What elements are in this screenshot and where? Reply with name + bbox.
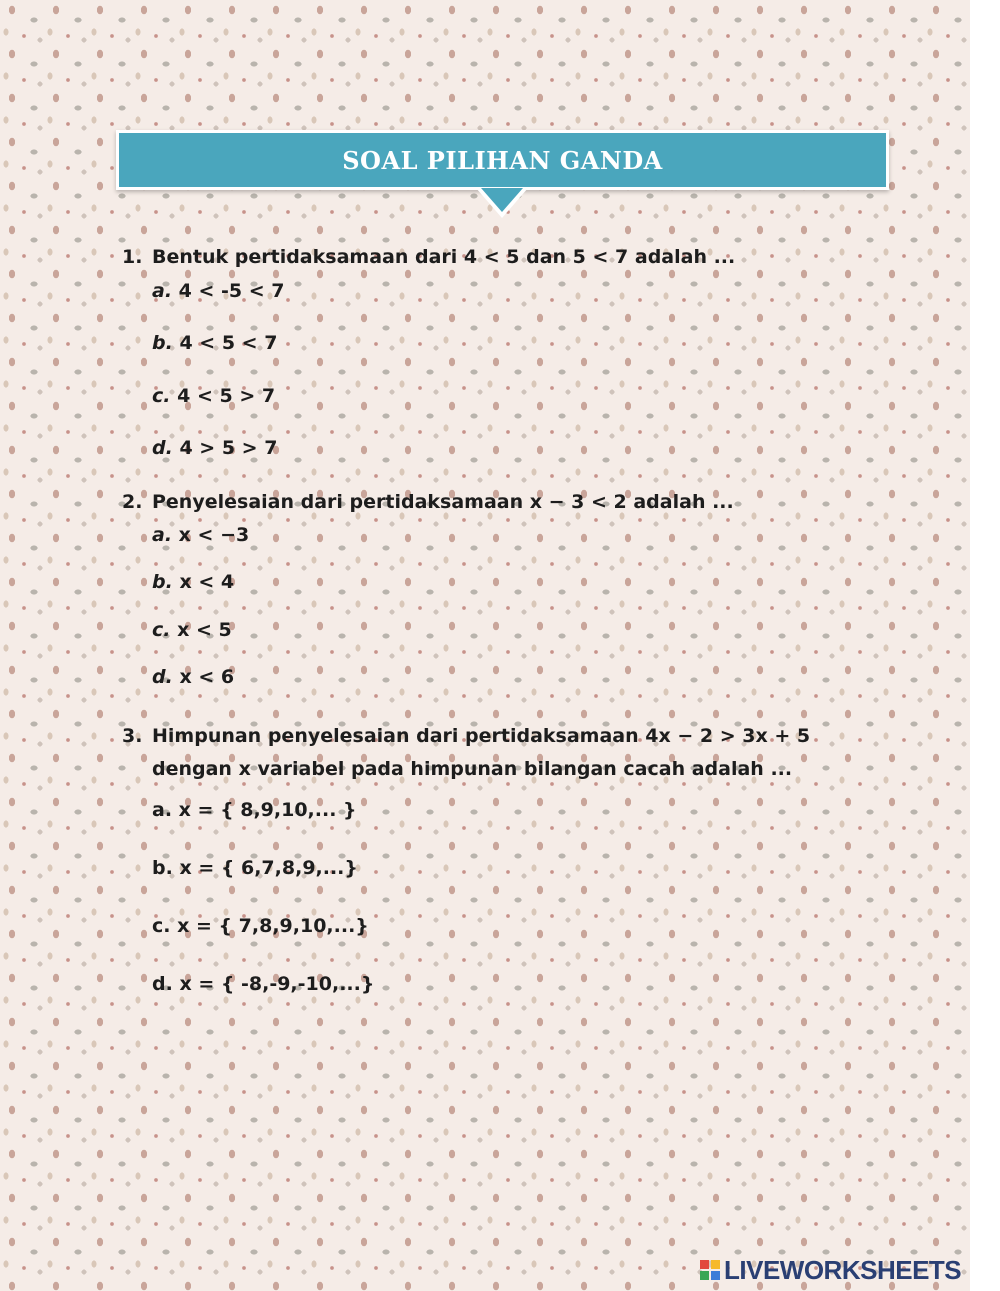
option-text: 4 < -5 < 7 [178, 280, 285, 302]
question-number: 3. [122, 725, 143, 747]
option-text: 4 < 5 > 7 [177, 385, 276, 407]
option-1d[interactable] [152, 437, 277, 459]
option-text: 4 < 5 < 7 [179, 332, 278, 354]
question-number: 1. [122, 246, 143, 268]
option-label: a. [152, 799, 173, 821]
option-2a[interactable] [152, 524, 249, 546]
option-label: d. [152, 973, 173, 995]
option-text: x = { 6,7,8,9,...} [179, 857, 358, 879]
option-1c[interactable] [152, 385, 275, 407]
title-banner [116, 130, 889, 190]
banner-arrow-fill [481, 188, 523, 212]
question-text-continued: dengan x variabel pada himpunan bilangan cacah adalah ... [152, 758, 793, 780]
page-edge [970, 0, 1000, 1291]
option-1a[interactable] [152, 280, 285, 302]
option-3d[interactable] [152, 973, 374, 995]
question-text: Bentuk pertidaksamaan dari 4 < 5 dan 5 < 7 adalah ... [152, 246, 736, 268]
option-label: c. [152, 915, 171, 937]
option-label: d. [152, 666, 173, 688]
option-label: b. [152, 571, 173, 593]
option-3b[interactable] [152, 857, 358, 879]
liveworksheets-logo[interactable] [700, 1255, 961, 1285]
option-label: c. [152, 385, 171, 407]
option-1b[interactable] [152, 332, 277, 354]
option-label: c. [152, 619, 171, 641]
option-label: a. [152, 280, 173, 302]
option-text: x < 4 [179, 571, 235, 593]
option-label: a. [152, 524, 173, 546]
question-text: Penyelesaian dari pertidaksamaan x − 3 < 2 adalah ... [152, 491, 734, 513]
logo-blocks-icon [700, 1260, 720, 1280]
option-3a[interactable] [152, 799, 357, 821]
option-label: b. [152, 332, 173, 354]
option-text: x = { 8,9,10,... } [178, 799, 357, 821]
option-label: d. [152, 437, 173, 459]
option-2d[interactable] [152, 666, 234, 688]
option-2b[interactable] [152, 571, 234, 593]
option-3c[interactable] [152, 915, 369, 937]
option-text: x < 5 [177, 619, 232, 641]
option-label: b. [152, 857, 173, 879]
option-text: x = { 7,8,9,10,...} [177, 915, 369, 937]
option-text: x < 6 [179, 666, 235, 688]
question-number: 2. [122, 491, 143, 513]
option-text: x < −3 [178, 524, 250, 546]
logo-text: LIVEWORKSHEETS [724, 1254, 962, 1285]
option-2c[interactable] [152, 619, 232, 641]
option-text: 4 > 5 > 7 [179, 437, 278, 459]
option-text: x = { -8,-9,-10,...} [179, 973, 375, 995]
question-text: Himpunan penyelesaian dari pertidaksamaan 4x − 2 > 3x + 5 [152, 725, 811, 747]
page-title: SOAL PILIHAN GANDA [342, 145, 663, 175]
